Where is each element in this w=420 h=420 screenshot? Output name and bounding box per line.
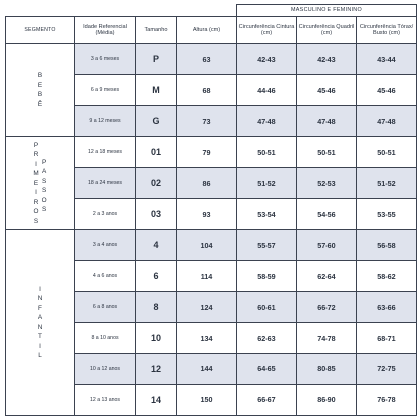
cell-size: 01 xyxy=(136,137,177,168)
cell-chest: 50-51 xyxy=(357,137,417,168)
cell-waist: 50-51 xyxy=(237,137,297,168)
cell-chest: 53-55 xyxy=(357,199,417,230)
cell-chest: 43-44 xyxy=(357,44,417,75)
gender-row xyxy=(6,5,417,17)
cell-hip: 52-53 xyxy=(297,168,357,199)
segment-label xyxy=(6,44,75,137)
column-header-row xyxy=(6,16,417,44)
cell-hip: 66-72 xyxy=(297,292,357,323)
cell-hip: 80-85 xyxy=(297,354,357,385)
cell-size: M xyxy=(136,75,177,106)
col-header-waist: Circunferência Cintura (cm) xyxy=(237,16,297,44)
cell-hip: 54-56 xyxy=(297,199,357,230)
cell-age: 3 a 6 meses xyxy=(75,44,136,75)
cell-age: 4 a 6 anos xyxy=(75,261,136,292)
cell-age: 9 a 12 meses xyxy=(75,106,136,137)
cell-height: 79 xyxy=(177,137,237,168)
cell-chest: 72-75 xyxy=(357,354,417,385)
table-row xyxy=(6,230,417,261)
cell-hip: 74-78 xyxy=(297,323,357,354)
cell-waist: 66-67 xyxy=(237,384,297,415)
cell-size: 10 xyxy=(136,323,177,354)
cell-chest: 63-66 xyxy=(357,292,417,323)
cell-age: 12 a 18 meses xyxy=(75,137,136,168)
cell-hip: 42-43 xyxy=(297,44,357,75)
cell-age: 2 a 3 anos xyxy=(75,199,136,230)
cell-waist: 42-43 xyxy=(237,44,297,75)
cell-age: 10 a 12 anos xyxy=(75,354,136,385)
cell-waist: 51-52 xyxy=(237,168,297,199)
cell-chest: 45-46 xyxy=(357,75,417,106)
cell-age: 12 a 13 anos xyxy=(75,384,136,415)
cell-age: 3 a 4 anos xyxy=(75,230,136,261)
cell-waist: 62-63 xyxy=(237,323,297,354)
cell-age: 6 a 9 meses xyxy=(75,75,136,106)
cell-age: 6 a 8 anos xyxy=(75,292,136,323)
cell-age: 18 a 24 meses xyxy=(75,168,136,199)
cell-size: 14 xyxy=(136,384,177,415)
cell-waist: 60-61 xyxy=(237,292,297,323)
cell-height: 63 xyxy=(177,44,237,75)
cell-waist: 53-54 xyxy=(237,199,297,230)
cell-hip: 47-48 xyxy=(297,106,357,137)
cell-chest: 56-58 xyxy=(357,230,417,261)
cell-age: 8 a 10 anos xyxy=(75,323,136,354)
cell-waist: 64-65 xyxy=(237,354,297,385)
gender-header: MASCULINO E FEMININO xyxy=(237,5,417,17)
cell-hip: 57-60 xyxy=(297,230,357,261)
cell-size: 8 xyxy=(136,292,177,323)
cell-chest: 58-62 xyxy=(357,261,417,292)
cell-waist: 55-57 xyxy=(237,230,297,261)
cell-height: 73 xyxy=(177,106,237,137)
cell-hip: 45-46 xyxy=(297,75,357,106)
col-header-hip: Circunferência Quadril (cm) xyxy=(297,16,357,44)
gender-row-spacer xyxy=(6,5,237,17)
cell-height: 104 xyxy=(177,230,237,261)
cell-size: 12 xyxy=(136,354,177,385)
cell-chest: 47-48 xyxy=(357,106,417,137)
cell-size: 03 xyxy=(136,199,177,230)
cell-height: 134 xyxy=(177,323,237,354)
cell-waist: 44-46 xyxy=(237,75,297,106)
table-row xyxy=(6,44,417,75)
segment-label-text: P R I M E I R O S P A S S O S xyxy=(33,141,47,225)
size-chart-table xyxy=(5,4,417,416)
cell-size: 4 xyxy=(136,230,177,261)
segment-label xyxy=(6,137,75,230)
segment-label xyxy=(6,230,75,416)
segment-label-text: B E B Ê xyxy=(37,72,43,108)
segment-label-text: I N F A N T I L xyxy=(37,285,43,360)
col-header-age: Idade Referencial (Média) xyxy=(75,16,136,44)
cell-size: 6 xyxy=(136,261,177,292)
col-header-height: Altura (cm) xyxy=(177,16,237,44)
cell-waist: 58-59 xyxy=(237,261,297,292)
cell-chest: 76-78 xyxy=(357,384,417,415)
cell-height: 144 xyxy=(177,354,237,385)
cell-height: 68 xyxy=(177,75,237,106)
cell-height: 86 xyxy=(177,168,237,199)
col-header-segment: SEGMENTO xyxy=(6,16,75,44)
cell-chest: 68-71 xyxy=(357,323,417,354)
cell-size: P xyxy=(136,44,177,75)
cell-size: G xyxy=(136,106,177,137)
col-header-chest: Circunferência Tórax/ Busto (cm) xyxy=(357,16,417,44)
cell-hip: 62-64 xyxy=(297,261,357,292)
table-row xyxy=(6,137,417,168)
cell-hip: 50-51 xyxy=(297,137,357,168)
cell-height: 124 xyxy=(177,292,237,323)
cell-waist: 47-48 xyxy=(237,106,297,137)
col-header-size: Tamanho xyxy=(136,16,177,44)
cell-hip: 86-90 xyxy=(297,384,357,415)
cell-height: 93 xyxy=(177,199,237,230)
cell-size: 02 xyxy=(136,168,177,199)
cell-height: 150 xyxy=(177,384,237,415)
cell-height: 114 xyxy=(177,261,237,292)
cell-chest: 51-52 xyxy=(357,168,417,199)
